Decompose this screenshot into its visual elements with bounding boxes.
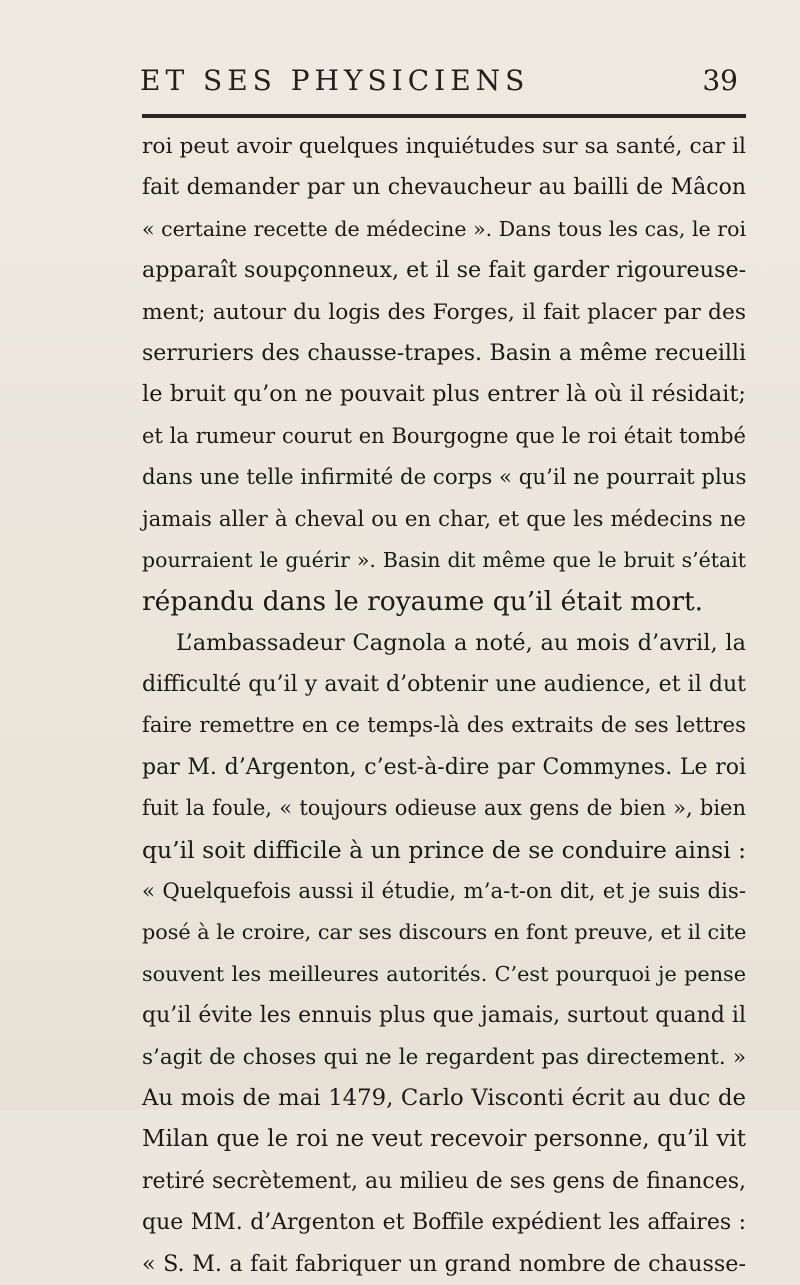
text-line: que MM. d’Argenton et Boffile expédient les affaires : bbox=[142, 1210, 746, 1236]
running-title: ET SES PHYSICIENS bbox=[140, 64, 530, 97]
text-line: dans une telle infirmité de corps « qu’il ne pourrait plus bbox=[142, 465, 747, 491]
text-line: fuit la foule, « toujours odieuse aux gens de bien », bien bbox=[142, 796, 746, 821]
text-line: fait demander par un chevaucheur au bailli de Mâcon bbox=[142, 175, 746, 201]
text-line: Milan que le roi ne veut recevoir personne, qu’il vit bbox=[142, 1126, 746, 1153]
text-line: difficulté qu’il y avait d’obtenir une audience, et il dut bbox=[142, 672, 746, 698]
text-line: qu’il évite les ennuis plus que jamais, surtout quand il bbox=[142, 1003, 746, 1029]
text-line: Au mois de mai 1479, Carlo Visconti écrit au duc de bbox=[142, 1084, 746, 1111]
paragraph-end-line: répandu dans le royaume qu’il était mort. bbox=[142, 586, 704, 618]
body-text bbox=[142, 126, 746, 1285]
text-line: faire remettre en ce temps-là des extraits de ses lettres bbox=[142, 713, 746, 739]
text-line: serruriers des chausse-trapes. Basin a même recueilli bbox=[142, 340, 746, 366]
text-line: « Quelquefois aussi il étudie, m’a-t-on dit, et je suis dis- bbox=[142, 879, 746, 905]
header-rule bbox=[142, 114, 746, 118]
text-line: qu’il soit difficile à un prince de se conduire ainsi : bbox=[142, 835, 747, 864]
text-line: retiré secrètement, au milieu de ses gens de finances, bbox=[142, 1168, 746, 1194]
text-line: souvent les meilleures autorités. C’est pourquoi je pense bbox=[142, 961, 746, 986]
text-line: et la rumeur courut en Bourgogne que le roi était tombé bbox=[142, 423, 746, 448]
running-head bbox=[140, 60, 748, 102]
text-line: « certaine recette de médecine ». Dans tous les cas, le roi bbox=[142, 216, 746, 241]
text-line: le bruit qu’on ne pouvait plus entrer là où il résidait; bbox=[142, 381, 746, 408]
text-line: ment; autour du logis des Forges, il fait placer par des bbox=[142, 299, 746, 325]
paragraph-start-line: L’ambassadeur Cagnola a noté, au mois d’avril, la bbox=[176, 629, 746, 656]
text-line: « S. M. a fait fabriquer un grand nombre de chausse- bbox=[142, 1250, 746, 1277]
text-line: apparaît soupçonneux, et il se fait garder rigoureuse- bbox=[142, 257, 747, 284]
text-line: s’agit de choses qui ne le regardent pas directement. » bbox=[142, 1044, 746, 1070]
text-line: pourraient le guérir ». Basin dit même que le bruit s’était bbox=[142, 547, 746, 572]
page-number: 39 bbox=[702, 64, 738, 97]
text-line: jamais aller à cheval ou en char, et que les médecins ne bbox=[142, 506, 746, 532]
text-line: roi peut avoir quelques inquiétudes sur sa santé, car il bbox=[142, 134, 746, 159]
text-line: posé à le croire, car ses discours en font preuve, et il cite bbox=[142, 920, 747, 945]
text-line: par M. d’Argenton, c’est-à-dire par Commynes. Le roi bbox=[142, 754, 746, 780]
